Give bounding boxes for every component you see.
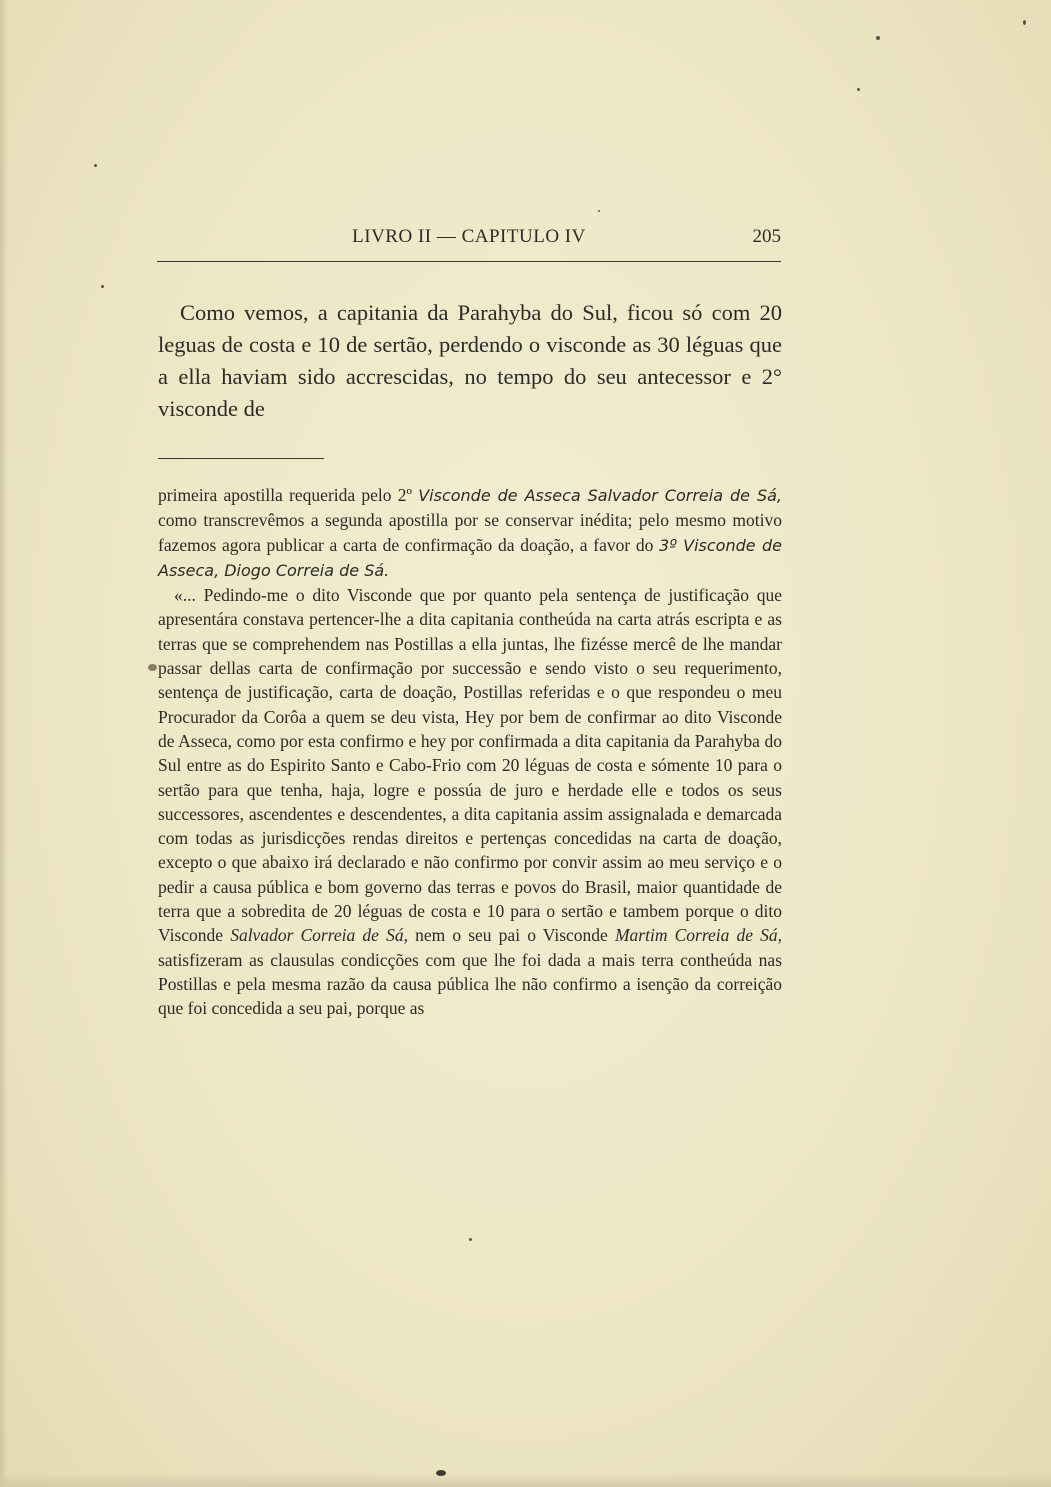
footnote-quote-text-2: nem o seu pai o Visconde [407,925,615,946]
footnote-quote-italic-1: Salvador Correia de Sá, [230,925,408,946]
main-paragraph: Como vemos, a capitania da Parahyba do Sul, ficou só com 20 leguas de costa e 10 de sertão, perdendo o visconde as 30 léguas que a ella haviam sido accrescidas, no tempo do seu antecessor e 2° visconde de [158,300,782,421]
footnote-quote-italic-2: Martim Correia de Sá, [614,925,783,946]
footnote-separator [158,458,324,459]
paper-speck [1023,20,1026,25]
footnote-intro-paragraph [158,483,782,583]
paper-speck [876,36,880,40]
footnote-quote-paragraph [158,583,782,1020]
paper-speck [94,164,97,167]
paper-speck [598,210,600,212]
footnote-quote-text-3: satisfizeram as clausulas condicções com que lhe foi dada a mais terra contheúda nas Postillas e pela mesma razão da causa pública lhe não confirmo a isenção da correição que foi concedida a seu pai, porque as [158,949,782,1019]
paper-speck [469,1238,472,1241]
running-header [157,226,781,254]
footnote-intro-text-1: primeira apostilla requerida pelo 2º [158,485,419,505]
footnote-intro-text-2: como transcrevêmos a segunda apostilla por se conservar inédita; pelo mesmo motivo fazemos agora publicar a carta de confirmação da doação, a favor do [158,510,782,555]
footnote-quote-text-1: «... Pedindo-me o dito Visconde que por quanto pela sentença de justificação que apresentára constava pertencer-lhe a dita capitania contheúda na carta atrás escripta e as terras que se comprehendem nas Postillas a ella juntas, lhe fizésse mercê de lhe mandar passar dellas carta de confirmação por successão e sendo visto o seu requerimento, sentença de justificação, carta de doação, Postillas referidas e o que respondeu o meu Procurador da Corôa a quem se deu vista, Hey por bem de confirmar ao dito Visconde de Asseca, como por esta confirmo e hey por confirmada a dita capitania da Parahyba do Sul entre as do Espirito Santo e Cabo-Frio com 20 léguas de costa e sómente 10 para o sertão para que tenha, haja, logre e possúa de juro e herdade elle e todos os seus successores, ascendentes e descendentes, a dita capitania assim assignalada e demarcada com todas as jurisdicções rendas direitos e pertenças concedidas na carta de doação, excepto o que abaixo irá declarado e não confirmo por convir assim ao meu serviço e o pedir a causa pública e bom governo das terras e povos do Brasil, maior quantidade de terra que a sobredita de 20 léguas de costa e 10 para o sertão e tambem porque o dito Visconde [158,585,782,946]
footnote-intro-italic-2: 3º Visconde de Asseca, Diogo Correia de Sá. [158,535,782,580]
running-title: LIVRO II — CAPITULO IV [352,226,586,247]
page-left-edge-shadow [0,0,8,1487]
paper-speck [101,285,104,288]
footnote-intro-italic-1: Visconde de Asseca Salvador Correia de Sá, [418,486,782,505]
paper-speck [148,664,157,671]
page-number: 205 [752,226,781,247]
page-bottom-edge-shadow [0,1473,1051,1487]
paper-speck [436,1470,446,1476]
paper-speck [857,88,860,91]
header-rule [157,261,781,262]
footnote-block [158,483,782,1021]
